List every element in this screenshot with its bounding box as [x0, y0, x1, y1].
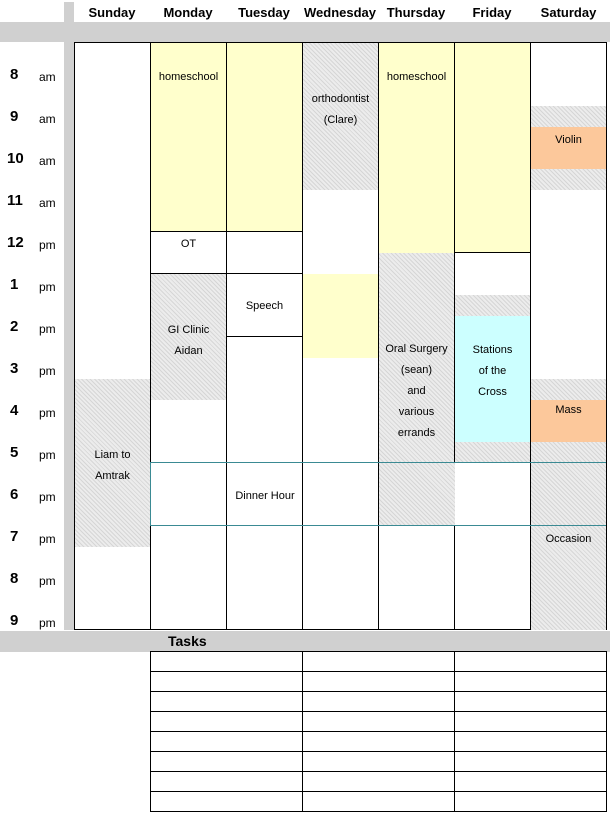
- day-column-wednesday[interactable]: [302, 42, 378, 630]
- event-label: of the: [478, 365, 507, 377]
- event-mass-travel: [531, 379, 606, 400]
- event-label: various: [398, 406, 435, 418]
- day-header-friday: Friday: [472, 5, 512, 20]
- task-cell[interactable]: [455, 732, 606, 752]
- dinner-thursday-hatch: [379, 463, 455, 525]
- task-cell[interactable]: [455, 652, 606, 672]
- event-label: Aidan: [174, 345, 203, 357]
- hour-label: 3: [10, 360, 19, 377]
- day-header-wednesday: Wednesday: [303, 5, 376, 20]
- ampm-label: pm: [39, 406, 56, 420]
- day-column-saturday[interactable]: [530, 42, 607, 630]
- event-label: homeschool: [158, 71, 219, 83]
- hour-label: 11: [7, 192, 23, 209]
- event-label: orthodontist: [311, 93, 370, 105]
- day-column-friday[interactable]: [454, 42, 530, 630]
- task-cell[interactable]: [303, 732, 455, 752]
- tasks-title: Tasks: [168, 633, 207, 649]
- event-tuesday-homeschool[interactable]: [227, 43, 302, 232]
- tasks-grid: [150, 651, 607, 812]
- task-cell[interactable]: [455, 712, 606, 732]
- task-cell[interactable]: [455, 672, 606, 692]
- event-label: errands: [397, 427, 436, 439]
- ampm-label: pm: [39, 364, 56, 378]
- task-cell[interactable]: [151, 712, 303, 732]
- event-label: Mass: [555, 404, 582, 416]
- event-label: Amtrak: [95, 470, 130, 482]
- ampm-label: pm: [39, 616, 56, 630]
- dinner-saturday-hatch: [531, 463, 606, 525]
- ampm-label: pm: [39, 574, 56, 588]
- ampm-label: am: [39, 112, 56, 126]
- event-violin-travel: [531, 106, 606, 127]
- hour-label: 1: [10, 276, 19, 293]
- task-cell[interactable]: [303, 752, 455, 772]
- event-label: (Clare): [323, 114, 358, 126]
- day-header-monday: Monday: [163, 5, 213, 20]
- hour-label: 4: [10, 402, 19, 419]
- ampm-label: pm: [39, 448, 56, 462]
- dinner-hour-label: Dinner Hour: [235, 490, 295, 502]
- event-label: Stations: [472, 344, 513, 356]
- day-column-thursday[interactable]: [378, 42, 454, 630]
- task-cell[interactable]: [455, 772, 606, 792]
- day-column-sunday[interactable]: [74, 42, 150, 630]
- event-monday-ot[interactable]: [151, 232, 226, 274]
- event-orthodontist[interactable]: [303, 43, 378, 190]
- event-gi-clinic[interactable]: [151, 274, 226, 400]
- event-tuesday-empty[interactable]: [227, 232, 302, 274]
- day-header-tuesday: Tuesday: [238, 5, 290, 20]
- ampm-label: am: [39, 196, 56, 210]
- event-label: Speech: [245, 300, 284, 312]
- event-label: Violin: [555, 134, 582, 146]
- task-cell[interactable]: [151, 652, 303, 672]
- event-monday-homeschool[interactable]: [151, 43, 226, 232]
- task-cell[interactable]: [455, 692, 606, 712]
- event-friday-homeschool[interactable]: [455, 43, 530, 253]
- hour-label: 8: [10, 570, 19, 587]
- event-label: Oral Surgery: [385, 343, 448, 355]
- task-cell[interactable]: [455, 752, 606, 772]
- hour-label: 2: [10, 318, 19, 335]
- hour-label: 10: [7, 150, 24, 167]
- event-violin[interactable]: [531, 127, 606, 169]
- hour-label: 5: [10, 444, 19, 461]
- ampm-label: am: [39, 154, 56, 168]
- event-friday-travel-return: [455, 442, 530, 463]
- event-liam-amtrak[interactable]: [75, 379, 150, 547]
- task-cell[interactable]: [151, 692, 303, 712]
- left-gray-bar: [64, 2, 74, 630]
- event-mass-return: [531, 442, 606, 463]
- ampm-label: pm: [39, 280, 56, 294]
- event-label: Occasion: [545, 533, 592, 545]
- event-label: GI Clinic: [167, 324, 210, 336]
- ampm-label: pm: [39, 322, 56, 336]
- hour-label: 8: [10, 66, 19, 83]
- hour-label: 6: [10, 486, 19, 503]
- task-cell[interactable]: [151, 672, 303, 692]
- event-label: homeschool: [386, 71, 447, 83]
- task-cell[interactable]: [303, 712, 455, 732]
- task-cell[interactable]: [151, 752, 303, 772]
- header-gray-bar: [0, 22, 610, 42]
- hour-label: 9: [10, 612, 19, 629]
- task-cell[interactable]: [303, 772, 455, 792]
- ampm-label: pm: [39, 532, 56, 546]
- tasks-header-bar: [0, 631, 610, 652]
- day-column-tuesday[interactable]: [226, 42, 302, 630]
- event-wednesday-homeschool[interactable]: [303, 274, 378, 358]
- event-label: Cross: [478, 386, 507, 398]
- task-cell[interactable]: [303, 692, 455, 712]
- task-cell[interactable]: [303, 672, 455, 692]
- task-cell[interactable]: [151, 732, 303, 752]
- event-label: OT: [180, 238, 197, 250]
- task-cell[interactable]: [151, 792, 303, 812]
- event-stations-of-the-cross[interactable]: [455, 316, 530, 442]
- event-label: (sean): [400, 364, 433, 376]
- hour-label: 12: [7, 234, 24, 251]
- hour-label: 9: [10, 108, 19, 125]
- event-speech[interactable]: [227, 274, 302, 337]
- day-header-saturday: Saturday: [540, 5, 597, 20]
- task-cell[interactable]: [151, 772, 303, 792]
- event-mass[interactable]: [531, 400, 606, 442]
- event-violin-return: [531, 169, 606, 190]
- task-cell[interactable]: [303, 652, 455, 672]
- event-thursday-homeschool[interactable]: [379, 43, 454, 253]
- event-dinner-hour[interactable]: [150, 462, 606, 526]
- ampm-label: am: [39, 70, 56, 84]
- event-label: and: [407, 385, 426, 397]
- task-cell[interactable]: [303, 792, 455, 812]
- day-header-thursday: Thursday: [386, 5, 446, 20]
- day-header-sunday: Sunday: [88, 5, 136, 20]
- ampm-label: pm: [39, 238, 56, 252]
- ampm-label: pm: [39, 490, 56, 504]
- event-label: Liam to: [94, 449, 131, 461]
- hour-label: 7: [10, 528, 19, 545]
- event-friday-travel: [455, 295, 530, 316]
- day-column-monday[interactable]: [150, 42, 226, 630]
- task-cell[interactable]: [455, 792, 606, 812]
